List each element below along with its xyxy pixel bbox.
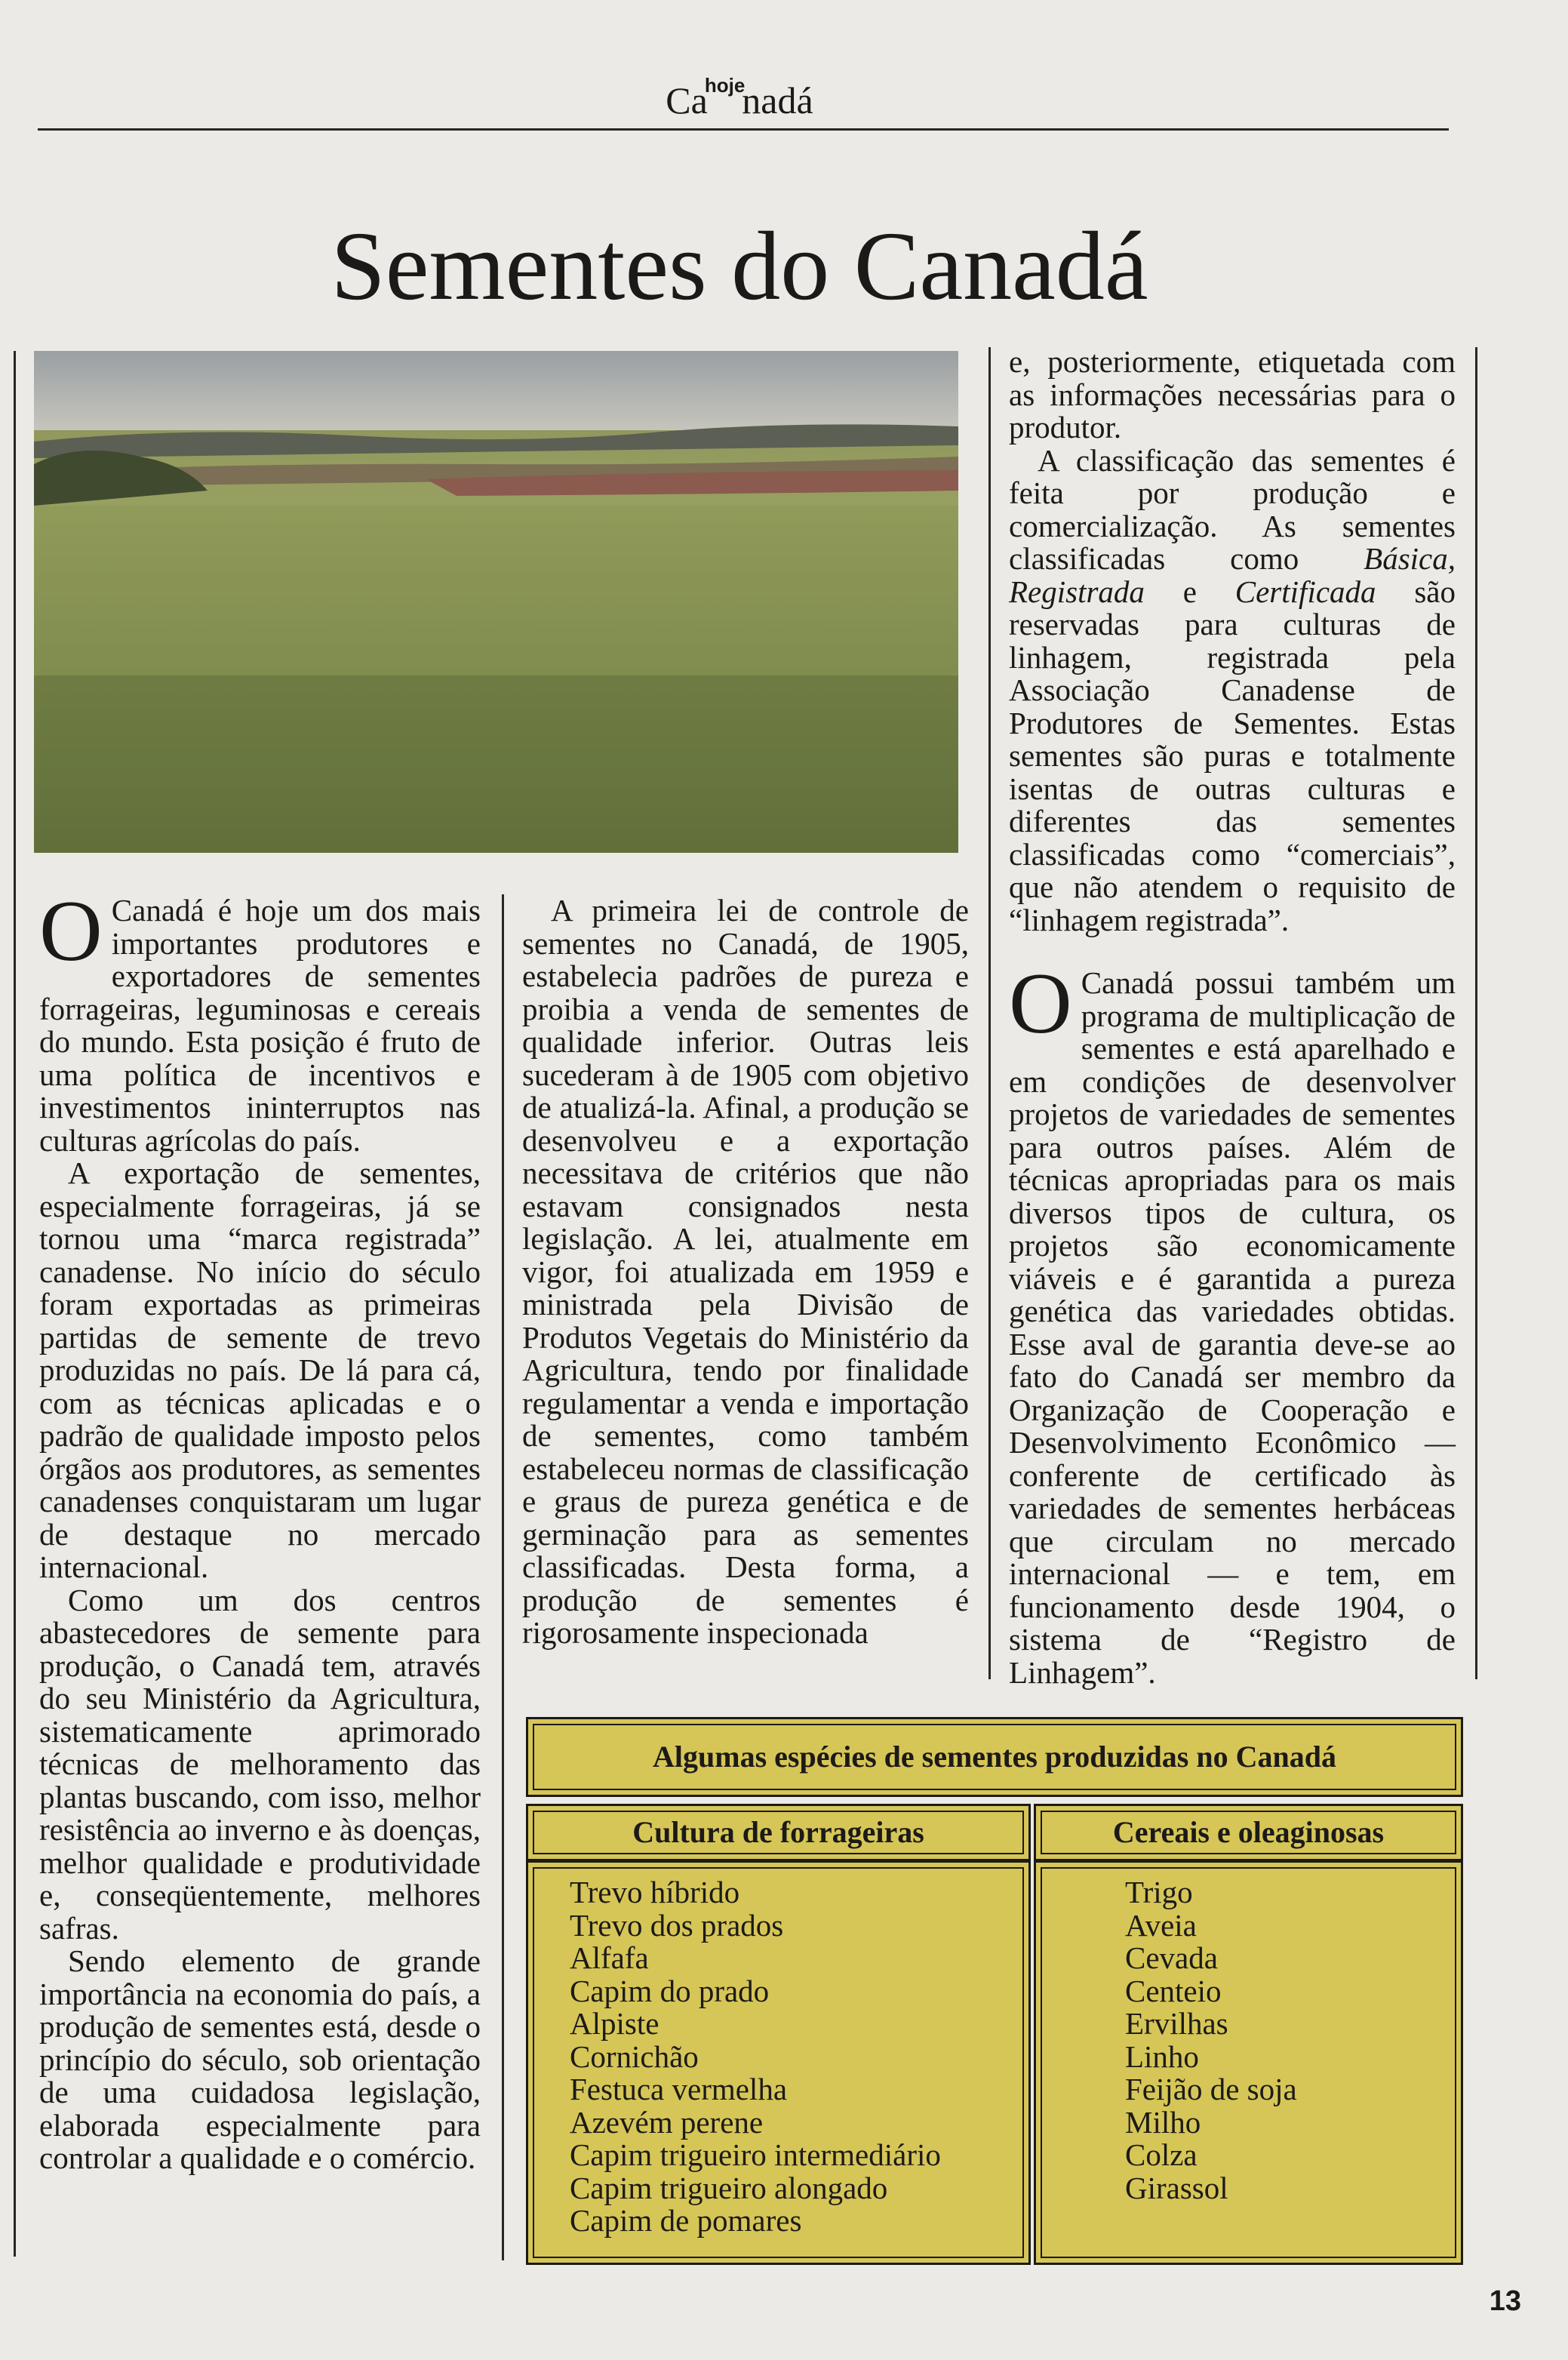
- list-item: Linho: [1125, 2038, 1199, 2074]
- cereal-species-list: [1036, 1863, 1461, 2205]
- list-item: Cornichão: [570, 2038, 699, 2074]
- article-column-middle: [522, 894, 969, 1650]
- list-item: Festuca vermelha: [570, 2072, 788, 2106]
- list-item: Azevém perene: [570, 2104, 764, 2140]
- emphasis-text: Básica, Registrada: [1009, 541, 1456, 609]
- drop-cap: O: [1009, 955, 1072, 1052]
- article-paragraph: Sendo elemento de grande importância na economia do país, a produção de sementes está, desde o princípio do século, sob orientação de uma cuidadosa legislação, elaborada especialmente para controlar a qualidade e o comércio.: [39, 1943, 481, 2175]
- masthead-part: Ca: [666, 79, 708, 122]
- list-item: Capim do prado: [570, 1973, 770, 2008]
- list-item: Trevo híbrido: [570, 1875, 740, 1909]
- list-item: Cevada: [1125, 1940, 1218, 1975]
- cereal-column-header: Cereais e oleaginosas: [1034, 1804, 1463, 1861]
- list-item: Alpiste: [570, 2006, 659, 2041]
- page-number: 13: [1489, 2285, 1521, 2317]
- article-column-left: [39, 883, 481, 2175]
- article-title: Sementes do Canadá: [331, 212, 1148, 321]
- list-item: Aveia: [1125, 1907, 1197, 1943]
- masthead-hoje: hoje: [704, 74, 746, 97]
- paragraph-text: Canadá é hoje um dos mais importantes produtores e exportadores de sementes forrageiras, leguminosas e cereais do mundo. Esta posição é fruto de uma política de incentivos e investimentos ininterruptos nas culturas agrícolas do país.: [39, 893, 481, 1158]
- list-item: Feijão de soja: [1125, 2072, 1297, 2106]
- cereal-species-list-box: [1034, 1860, 1463, 2265]
- paragraph-text: A classificação das sementes é feita por produção e comercialização. As sementes classificadas como: [1009, 442, 1456, 576]
- column-rule: [988, 347, 991, 1679]
- paragraph-text: Canadá possui também um programa de multiplicação de sementes e está aparelhado e em condições de desenvolver projetos de variedades de sementes para outros países. Além de técnicas apropriadas para os mais diversos tipos de cultura, os projetos são economicamente viáveis e é garantida a pureza genética das variedades obtidas. Esse aval de garantia deve-se ao fato do Canadá ser membro da Organização de Cooperação e Desenvolvimento Econômico — conferente de certificado às variedades de sementes herbáceas que circulam no mercado internacional — e tem, em funcionamento desde 1904, o sistema de “Registro de Linhagem”.: [1009, 965, 1456, 1690]
- list-item: Ervilhas: [1125, 2006, 1228, 2041]
- forage-species-list-box: [526, 1860, 1031, 2265]
- article-column-right: [1009, 346, 1456, 1689]
- seed-table-title: Algumas espécies de sementes produzidas no Canadá: [526, 1717, 1463, 1797]
- drop-cap: O: [39, 883, 103, 980]
- header-rule: [38, 128, 1449, 131]
- list-item: Alfafa: [570, 1940, 649, 1975]
- masthead-part: nadá: [742, 79, 813, 122]
- masthead-logo: [0, 66, 1479, 122]
- article-paragraph: [39, 883, 481, 1158]
- list-item: Capim trigueiro intermediário: [570, 2137, 941, 2172]
- list-item: Girassol: [1125, 2170, 1228, 2205]
- column-rule: [14, 351, 16, 2257]
- column-rule: [502, 894, 504, 2260]
- forage-species-list: [528, 1863, 1028, 2238]
- list-item: Trevo dos prados: [570, 1907, 784, 1943]
- article-paragraph: A exportação de sementes, especialmente forrageiras, já se tornou uma “marca registrada” canadense. No início do século foram exportadas as primeiras partidas de semente de trevo produzidas no país. De lá para cá, com as técnicas aplicadas e o padrão de qualidade imposto pelos órgãos aos produtores, as sementes canadenses conquistaram um lugar de destaque no mercado internacional.: [39, 1155, 481, 1584]
- paragraph-text: e: [1144, 574, 1235, 609]
- forage-column-header: Cultura de forrageiras: [526, 1804, 1031, 1861]
- list-item: Milho: [1125, 2104, 1201, 2140]
- article-paragraph: e, posteriormente, etiquetada com as informações necessárias para o produtor.: [1009, 344, 1456, 445]
- emphasis-text: Certificada: [1234, 574, 1376, 609]
- article-paragraph: A primeira lei de controle de sementes no Canadá, de 1905, estabelecia padrões de pureza e proibia a venda de sementes de qualidade inferior. Outras leis sucederam à de 1905 com objetivo de atualizá-la. Afinal, a produção se desenvolveu e a exportação necessitava de critérios que não estavam consignados nesta legislação. A lei, atualmente em vigor, foi atualizada em 1959 e ministrada pela Divisão de Produtos Vegetais do Ministério da Agricultura, tendo por finalidade regulamentar a venda e importação de sementes, como também estabeleceu normas de classificação e graus de pureza genética e de germinação para as sementes classificadas. Desta forma, a produção de sementes é rigorosamente inspecionada: [522, 893, 969, 1650]
- article-paragraph: [1009, 955, 1456, 1690]
- article-paragraph: [1009, 442, 1456, 937]
- list-item: Capim trigueiro alongado: [570, 2170, 888, 2205]
- list-item: Centeio: [1125, 1973, 1222, 2008]
- list-item: Capim de pomares: [570, 2203, 802, 2238]
- list-item: Trigo: [1125, 1875, 1193, 1909]
- wheat-field-landscape-photo: [34, 351, 958, 853]
- paragraph-text: são reservadas para culturas de linhagem, registrada pela Associação Canadense de Produtores de Sementes. Estas sementes são puras e totalmente isentas de outras culturas e diferentes das sementes classificadas como “comerciais”, que não atendem o requisito de “linhagem registrada”.: [1009, 574, 1456, 937]
- list-item: Colza: [1125, 2137, 1198, 2172]
- column-rule: [1475, 347, 1477, 1679]
- article-paragraph: Como um dos centros abastecedores de semente para produção, o Canadá tem, através do seu Ministério da Agricultura, sistematicamente aprimorado técnicas de melhoramento das plantas buscando, com isso, melhor resistência ao inverno e às doenças, melhor qualidade e produtividade e, conseqüentemente, melhores safras.: [39, 1582, 481, 1946]
